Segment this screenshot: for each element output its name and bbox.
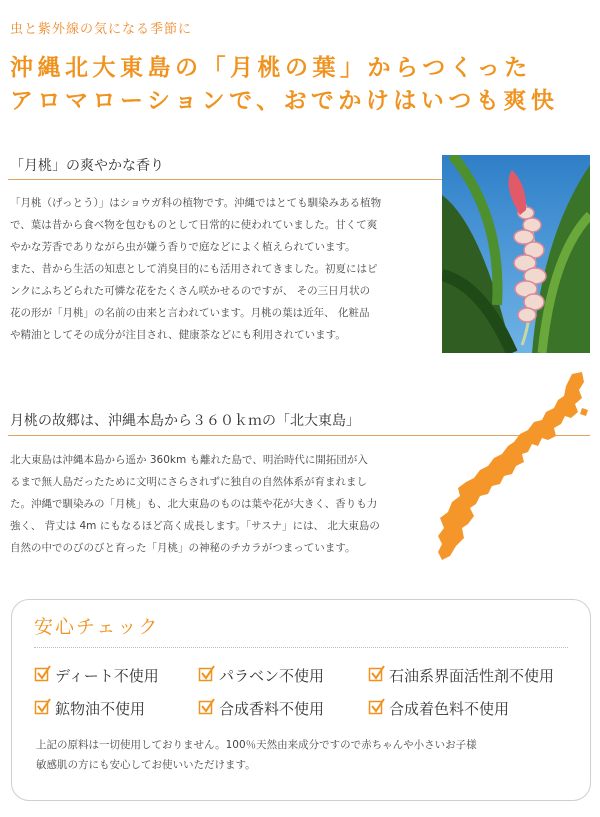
- section2-body: [10, 449, 380, 559]
- section1-line: 「月桃（げっとう）」はショウガ科の植物です。沖縄ではとても馴染みある植物: [10, 197, 382, 209]
- check-item-label: 石油系界面活性剤不使用: [389, 667, 555, 685]
- check-item: [198, 664, 324, 686]
- check-item: [368, 664, 554, 686]
- check-item: [198, 697, 324, 719]
- checkbox-checked-icon: [198, 697, 219, 719]
- eyebrow-text: 虫と紫外線の気になる季節に: [10, 22, 193, 37]
- section1-line: や精油としてその成分が注目され、健康茶などにも利用されています。: [10, 329, 346, 341]
- checkbox-checked-icon: [368, 697, 389, 719]
- section1-line: で、葉は昔から食べ物を包むものとして日常的に使われていました。甘くて爽: [10, 219, 378, 231]
- check-item-label: 合成香料不使用: [219, 700, 325, 718]
- checkbox-checked-icon: [34, 697, 55, 719]
- headline-line-2: アロマローションで、おでかけはいつも爽快: [10, 88, 559, 114]
- section1-line: ンクにふちどられた可憐な花をたくさん咲かせるのですが、 その三日月状の: [10, 285, 371, 297]
- section2-line: 自然の中でのびのびと育った「月桃」の神秘のチカラがつまっています。: [10, 542, 356, 554]
- check-item: [34, 664, 159, 686]
- section2-line: 北大東島は沖縄本島から遥か 360km も離れた島で、明治時代に開拓団が入: [10, 454, 368, 466]
- getto-flower-photo: [442, 155, 590, 353]
- headline: [10, 52, 558, 118]
- check-item-label: 鉱物油不使用: [55, 700, 146, 718]
- checkbox-checked-icon: [34, 664, 55, 686]
- checkbox-checked-icon: [368, 664, 389, 686]
- section1-line: やかな芳香でありながら虫が嫌う香りで庭などによく植えられています。: [10, 241, 356, 253]
- safety-check-box: [11, 599, 591, 801]
- section1-line: 花の形が「月桃」の名前の由来と言われています。月桃の葉は近年、 化粧品: [10, 307, 370, 319]
- check-item: [368, 697, 509, 719]
- checkbox-checked-icon: [198, 664, 219, 686]
- section1-rule: [8, 179, 442, 180]
- check-divider: [34, 647, 568, 648]
- section1-body: [10, 192, 381, 346]
- check-note-line: 敏感肌の方にも安心してお使いいただけます。: [36, 759, 256, 771]
- check-item: [34, 697, 145, 719]
- section2-line: た。沖縄で馴染みの「月桃」も、北大東島のものは葉や花が大きく、香りも力: [10, 498, 378, 510]
- check-note: [36, 735, 477, 775]
- okinawa-island-map: [432, 368, 592, 568]
- section2-line: 強く、 背丈は 4m にもなるほど高く成長します。「サスナ」には、 北大東島の: [10, 520, 380, 532]
- section1-line: また、昔から生活の知恵として消臭目的にも活用されてきました。初夏にはピ: [10, 263, 378, 275]
- check-item-label: ディート不使用: [55, 667, 159, 685]
- check-title: 安心チェック: [34, 616, 160, 638]
- headline-line-1: 沖縄北大東島の「月桃の葉」からつくった: [10, 55, 532, 81]
- check-item-label: パラベン不使用: [219, 667, 325, 685]
- section1-title: 「月桃」の爽やかな香り: [10, 158, 164, 174]
- check-item-label: 合成着色料不使用: [389, 700, 510, 718]
- check-note-line: 上記の原料は一切使用しておりません。100％天然由来成分ですので赤ちゃんや小さいお子様: [36, 739, 477, 751]
- section2-line: るまで無人島だったために文明にさらされずに独自の自然体系が育まれまし: [10, 476, 367, 488]
- section2-title: 月桃の故郷は、沖縄本島から３６０ｋｍの「北大東島」: [10, 413, 360, 429]
